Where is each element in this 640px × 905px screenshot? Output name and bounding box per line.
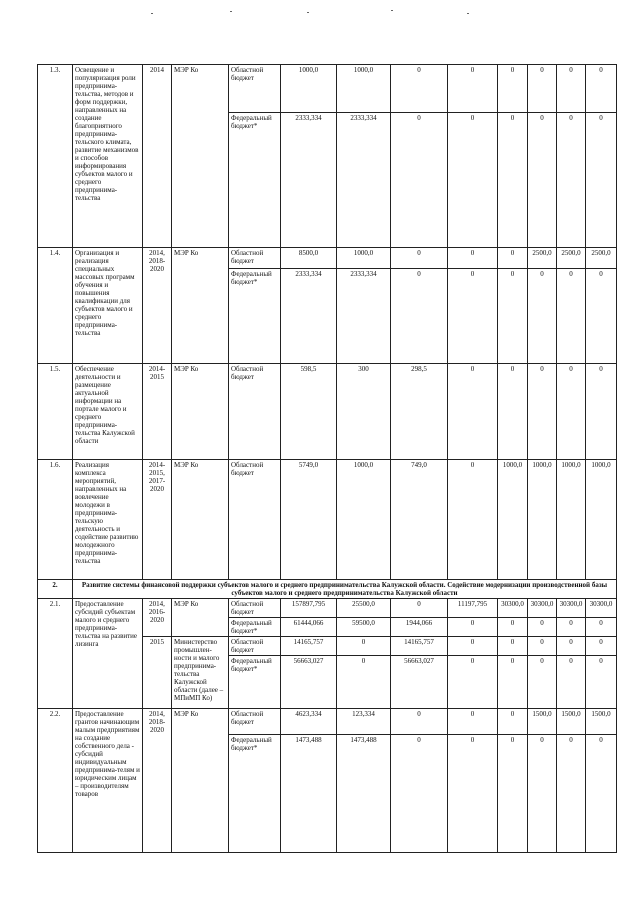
value-2018: 1000,0	[528, 460, 557, 580]
value-2016: 0	[448, 113, 498, 248]
funding-source: Областной бюджет	[229, 709, 281, 735]
value-2014: 1000,0	[337, 460, 391, 580]
value-2016: 0	[448, 248, 498, 269]
value-2015: 0	[391, 709, 448, 735]
value-2019: 0	[557, 269, 586, 364]
value-2020: 1000,0	[586, 460, 617, 580]
executor: МЭР Ко	[172, 248, 229, 364]
years: 2014-2015	[143, 364, 172, 460]
value-2019: 30300,0	[557, 599, 586, 618]
value-2015: 0	[391, 269, 448, 364]
value-2020: 30300,0	[586, 599, 617, 618]
value-2019: 0	[557, 735, 586, 853]
funding-source: Областной бюджет	[229, 460, 281, 580]
value-2014: 1473,488	[337, 735, 391, 853]
value-2015: 14165,757	[391, 637, 448, 656]
row-number: 2.1.	[38, 599, 73, 709]
value-2014: 25500,0	[337, 599, 391, 618]
value-2015: 0	[391, 113, 448, 248]
value-2015: 0	[391, 248, 448, 269]
value-total: 157897,795	[281, 599, 337, 618]
activity-name: Предоставление грантов начинающим малым предприятиям на создание собственного дела - субсидий индивидуальным предпринима-телям и юридическим лицам – производителям товаров	[73, 709, 143, 853]
value-2020: 0	[586, 65, 617, 113]
activity-name: Обеспечение деятельности и размещение актуальной информации на портале малого и среднего предпринима-тельства Калужской области	[73, 364, 143, 460]
value-2017: 0	[498, 637, 528, 656]
years: 2014	[143, 65, 172, 248]
value-2014: 1000,0	[337, 65, 391, 113]
value-2018: 1500,0	[528, 709, 557, 735]
table-row	[38, 364, 617, 460]
value-total: 1000,0	[281, 65, 337, 113]
value-2016: 0	[448, 460, 498, 580]
value-2016: 11197,795	[448, 599, 498, 618]
budget-table	[37, 64, 617, 853]
value-2016: 0	[448, 364, 498, 460]
years: 2015	[143, 637, 172, 709]
value-2018: 0	[528, 637, 557, 656]
row-number: 1.3.	[38, 65, 73, 248]
value-2018: 0	[528, 65, 557, 113]
funding-source: Федеральный бюджет*	[229, 113, 281, 248]
value-total: 2333,334	[281, 113, 337, 248]
value-2018: 0	[528, 364, 557, 460]
section-row	[38, 580, 617, 599]
value-2019: 1500,0	[557, 709, 586, 735]
executor: Министерство промышлен-ности и малого предпринима-тельства Калужской области (далее – МПиМП Ко)	[172, 637, 229, 709]
value-2016: 0	[448, 656, 498, 709]
value-2017: 0	[498, 65, 528, 113]
activity-name: Реализация комплекса мероприятий, направленных на вовлечение молодежи в предпринима-тельскую деятельность и содействие развитию молодежного предпринима-тельства	[73, 460, 143, 580]
value-2017: 0	[498, 618, 528, 637]
value-2014: 1000,0	[337, 248, 391, 269]
executor: МЭР Ко	[172, 65, 229, 248]
value-2020: 2500,0	[586, 248, 617, 269]
executor: МЭР Ко	[172, 709, 229, 853]
value-2020: 0	[586, 364, 617, 460]
value-total: 1473,488	[281, 735, 337, 853]
value-2017: 0	[498, 735, 528, 853]
funding-source: Федеральный бюджет*	[229, 269, 281, 364]
value-total: 4623,334	[281, 709, 337, 735]
value-2019: 0	[557, 364, 586, 460]
value-2017: 0	[498, 269, 528, 364]
value-2015: 0	[391, 599, 448, 618]
value-2016: 0	[448, 637, 498, 656]
executor: МЭР Ко	[172, 460, 229, 580]
value-2020: 0	[586, 618, 617, 637]
value-2018: 0	[528, 735, 557, 853]
years: 2014-2015, 2017-2020	[143, 460, 172, 580]
value-2016: 0	[448, 618, 498, 637]
value-2014: 2333,334	[337, 269, 391, 364]
section-title: Развитие системы финансовой поддержки субъектов малого и среднего предпринимательства Калужской области. Содействие модернизации производственной базы субъектов малого и среднего предпринимательства Калужской области	[73, 580, 617, 599]
years: 2014, 2018-2020	[143, 248, 172, 364]
years: 2014, 2016-2020	[143, 599, 172, 637]
value-2014: 300	[337, 364, 391, 460]
value-2020: 0	[586, 269, 617, 364]
value-2020: 0	[586, 735, 617, 853]
value-2016: 0	[448, 709, 498, 735]
value-2019: 1000,0	[557, 460, 586, 580]
value-2015: 0	[391, 735, 448, 853]
value-2015: 0	[391, 65, 448, 113]
funding-source: Областной бюджет	[229, 637, 281, 656]
funding-source: Федеральный бюджет*	[229, 618, 281, 637]
value-total: 5749,0	[281, 460, 337, 580]
value-2014: 123,334	[337, 709, 391, 735]
row-number: 2.2.	[38, 709, 73, 853]
scan-noise	[0, 0, 640, 40]
table-row	[38, 460, 617, 580]
activity-name: Освещение и популяризация роли предпринима-тельства, методов и форм поддержки, направленных на создание благоприятного предпринима-тельского климата, развитие механизмов и способов информирования субъектов малого и среднего предпринима-тельства	[73, 65, 143, 248]
value-2019: 0	[557, 113, 586, 248]
activity-name: Организация и реализация специальных массовых программ обучения и повышения квалификации для субъектов малого и среднего предпринима-тельства	[73, 248, 143, 364]
value-2019: 0	[557, 65, 586, 113]
value-2014: 59500,0	[337, 618, 391, 637]
value-2016: 0	[448, 269, 498, 364]
years: 2014, 2018-2020	[143, 709, 172, 853]
value-2017: 0	[498, 709, 528, 735]
value-total: 598,5	[281, 364, 337, 460]
value-2018: 30300,0	[528, 599, 557, 618]
value-2019: 0	[557, 637, 586, 656]
activity-name: Предоставление субсидий субъектам малого и среднего предпринима-тельства на развитие лизинга	[73, 599, 143, 709]
value-2020: 0	[586, 113, 617, 248]
value-2017: 1000,0	[498, 460, 528, 580]
value-total: 56663,027	[281, 656, 337, 709]
table-row	[38, 709, 617, 735]
value-2017: 0	[498, 113, 528, 248]
funding-source: Федеральный бюджет*	[229, 735, 281, 853]
value-2019: 2500,0	[557, 248, 586, 269]
value-2015: 749,0	[391, 460, 448, 580]
value-2018: 0	[528, 656, 557, 709]
funding-source: Областной бюджет	[229, 248, 281, 269]
row-number: 1.4.	[38, 248, 73, 364]
value-2015: 298,5	[391, 364, 448, 460]
value-2014: 0	[337, 656, 391, 709]
value-2014: 2333,334	[337, 113, 391, 248]
value-2017: 0	[498, 364, 528, 460]
value-2017: 0	[498, 248, 528, 269]
executor: МЭР Ко	[172, 364, 229, 460]
funding-source: Областной бюджет	[229, 364, 281, 460]
value-2015: 1944,066	[391, 618, 448, 637]
value-2020: 1500,0	[586, 709, 617, 735]
value-2016: 0	[448, 735, 498, 853]
funding-source: Федеральный бюджет*	[229, 656, 281, 709]
value-2014: 0	[337, 637, 391, 656]
table-row	[38, 65, 617, 113]
value-2016: 0	[448, 65, 498, 113]
value-total: 61444,066	[281, 618, 337, 637]
value-2018: 0	[528, 113, 557, 248]
value-total: 2333,334	[281, 269, 337, 364]
value-2019: 0	[557, 656, 586, 709]
value-2018: 2500,0	[528, 248, 557, 269]
table-row	[38, 599, 617, 618]
value-2015: 56663,027	[391, 656, 448, 709]
row-number: 1.5.	[38, 364, 73, 460]
executor: МЭР Ко	[172, 599, 229, 637]
value-2018: 0	[528, 618, 557, 637]
value-2020: 0	[586, 656, 617, 709]
funding-source: Областной бюджет	[229, 65, 281, 113]
value-total: 8500,0	[281, 248, 337, 269]
value-2017: 30300,0	[498, 599, 528, 618]
value-2017: 0	[498, 656, 528, 709]
section-number: 2.	[38, 580, 73, 599]
value-2018: 0	[528, 269, 557, 364]
value-2019: 0	[557, 618, 586, 637]
value-2020: 0	[586, 637, 617, 656]
funding-source: Областной бюджет	[229, 599, 281, 618]
value-total: 14165,757	[281, 637, 337, 656]
table-row	[38, 248, 617, 269]
row-number: 1.6.	[38, 460, 73, 580]
